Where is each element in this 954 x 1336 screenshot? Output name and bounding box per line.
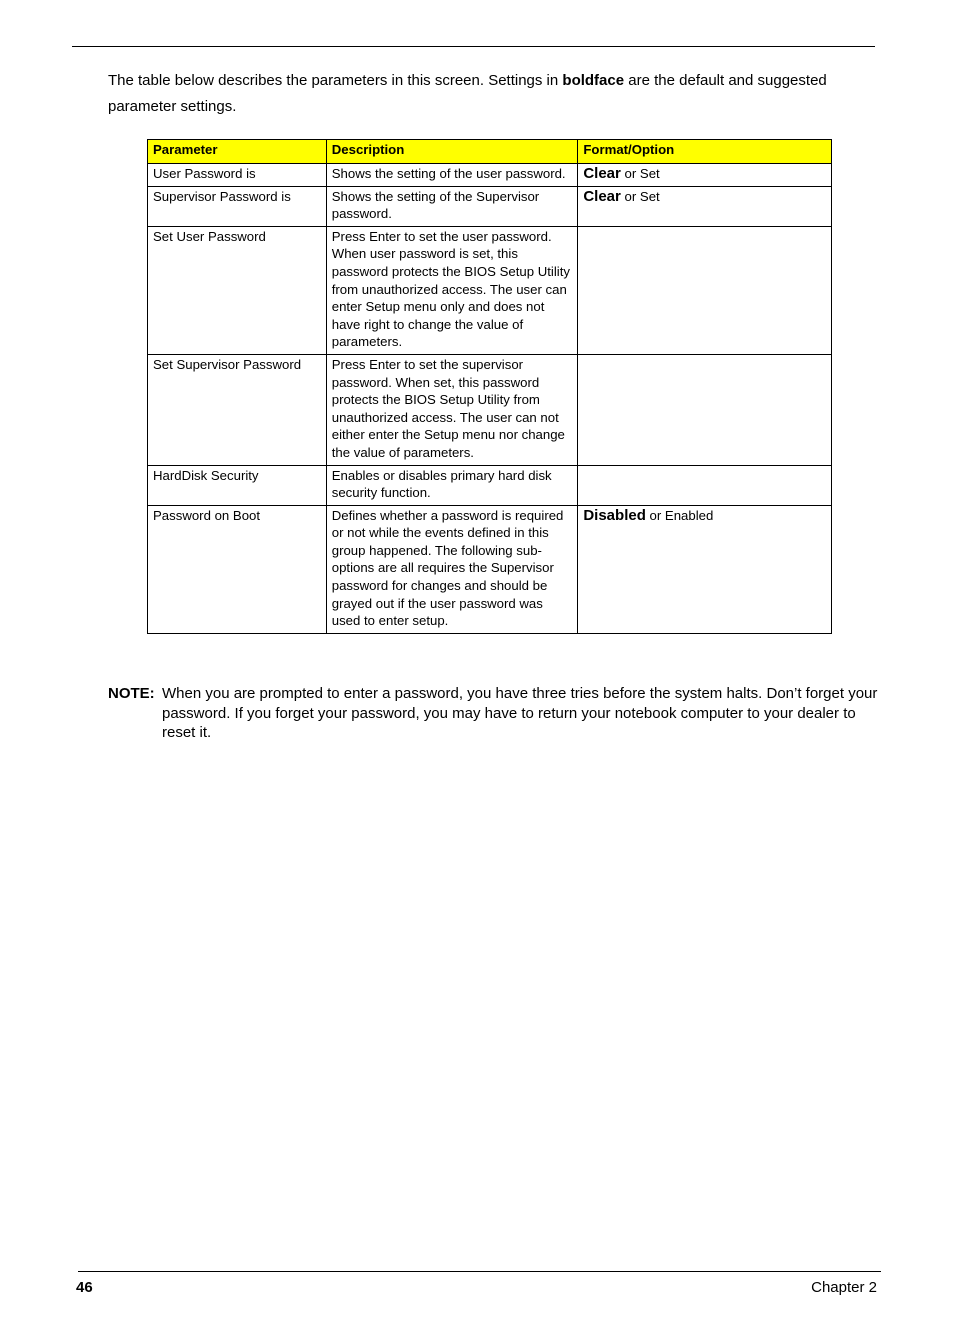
- parameter-cell: Set Supervisor Password: [148, 354, 327, 465]
- other-option: or Set: [620, 166, 660, 181]
- parameter-cell: Password on Boot: [148, 505, 327, 633]
- header-parameter: Parameter: [148, 140, 327, 164]
- intro-paragraph: [108, 68, 878, 120]
- description-cell: Enables or disables primary hard disk security function.: [326, 465, 578, 505]
- default-option: Clear: [583, 165, 621, 182]
- option-cell: [578, 354, 832, 465]
- note-text: When you are prompted to enter a password, you have three tries before the system halts. Don’t forget your password. If you forget your password, you may have to return your notebook computer to your dealer to reset it.: [162, 685, 878, 741]
- header-rule: [72, 46, 875, 47]
- table-row: [148, 465, 832, 505]
- table-row: [148, 164, 832, 187]
- intro-boldface-word: boldface: [562, 72, 625, 89]
- table-header-row: [148, 140, 832, 164]
- description-cell: Shows the setting of the user password.: [326, 164, 578, 187]
- parameter-cell: Supervisor Password is: [148, 186, 327, 226]
- parameters-table: [147, 139, 832, 634]
- header-format-option: Format/Option: [578, 140, 832, 164]
- description-cell: Shows the setting of the Supervisor password.: [326, 186, 578, 226]
- table-row: [148, 354, 832, 465]
- parameter-cell: HardDisk Security: [148, 465, 327, 505]
- option-cell: [578, 164, 832, 187]
- option-cell: [578, 505, 832, 633]
- other-option: or Enabled: [645, 507, 714, 523]
- intro-text-after: are the default and suggested parameter settings.: [108, 72, 827, 115]
- note-label: NOTE:: [108, 685, 155, 702]
- description-cell: Press Enter to set the supervisor password. When set, this password protects the BIOS Setup Utility from unauthorized access. The user can not either enter the Setup menu nor change the value of parameters.: [326, 354, 578, 465]
- option-cell: [578, 465, 832, 505]
- description-cell: Press Enter to set the user password. When user password is set, this password protects the BIOS Setup Utility from unauthorized access. The user can enter Setup menu only and does not have right to change the value of parameters.: [326, 226, 578, 354]
- other-option: or Set: [620, 188, 660, 204]
- footer-rule: [78, 1271, 881, 1272]
- table-row: [148, 226, 832, 354]
- intro-text-before: The table below describes the parameters in this screen. Settings in: [108, 72, 563, 89]
- parameter-cell: User Password is: [148, 164, 327, 187]
- table-row: [148, 186, 832, 226]
- chapter-label: Chapter 2: [811, 1279, 877, 1296]
- option-cell: [578, 186, 832, 226]
- description-cell: Defines whether a password is required or not while the events defined in this group happened. The following sub-options are all requires the Supervisor password for changes and should be grayed out if the user password was used to enter setup.: [326, 505, 578, 633]
- parameter-cell: Set User Password: [148, 226, 327, 354]
- header-description: Description: [326, 140, 578, 164]
- page-number: 46: [76, 1279, 93, 1296]
- table-row: [148, 505, 832, 633]
- option-cell: [578, 226, 832, 354]
- default-option: Clear: [583, 187, 621, 205]
- default-option: Disabled: [583, 506, 646, 524]
- note-block: [108, 684, 878, 743]
